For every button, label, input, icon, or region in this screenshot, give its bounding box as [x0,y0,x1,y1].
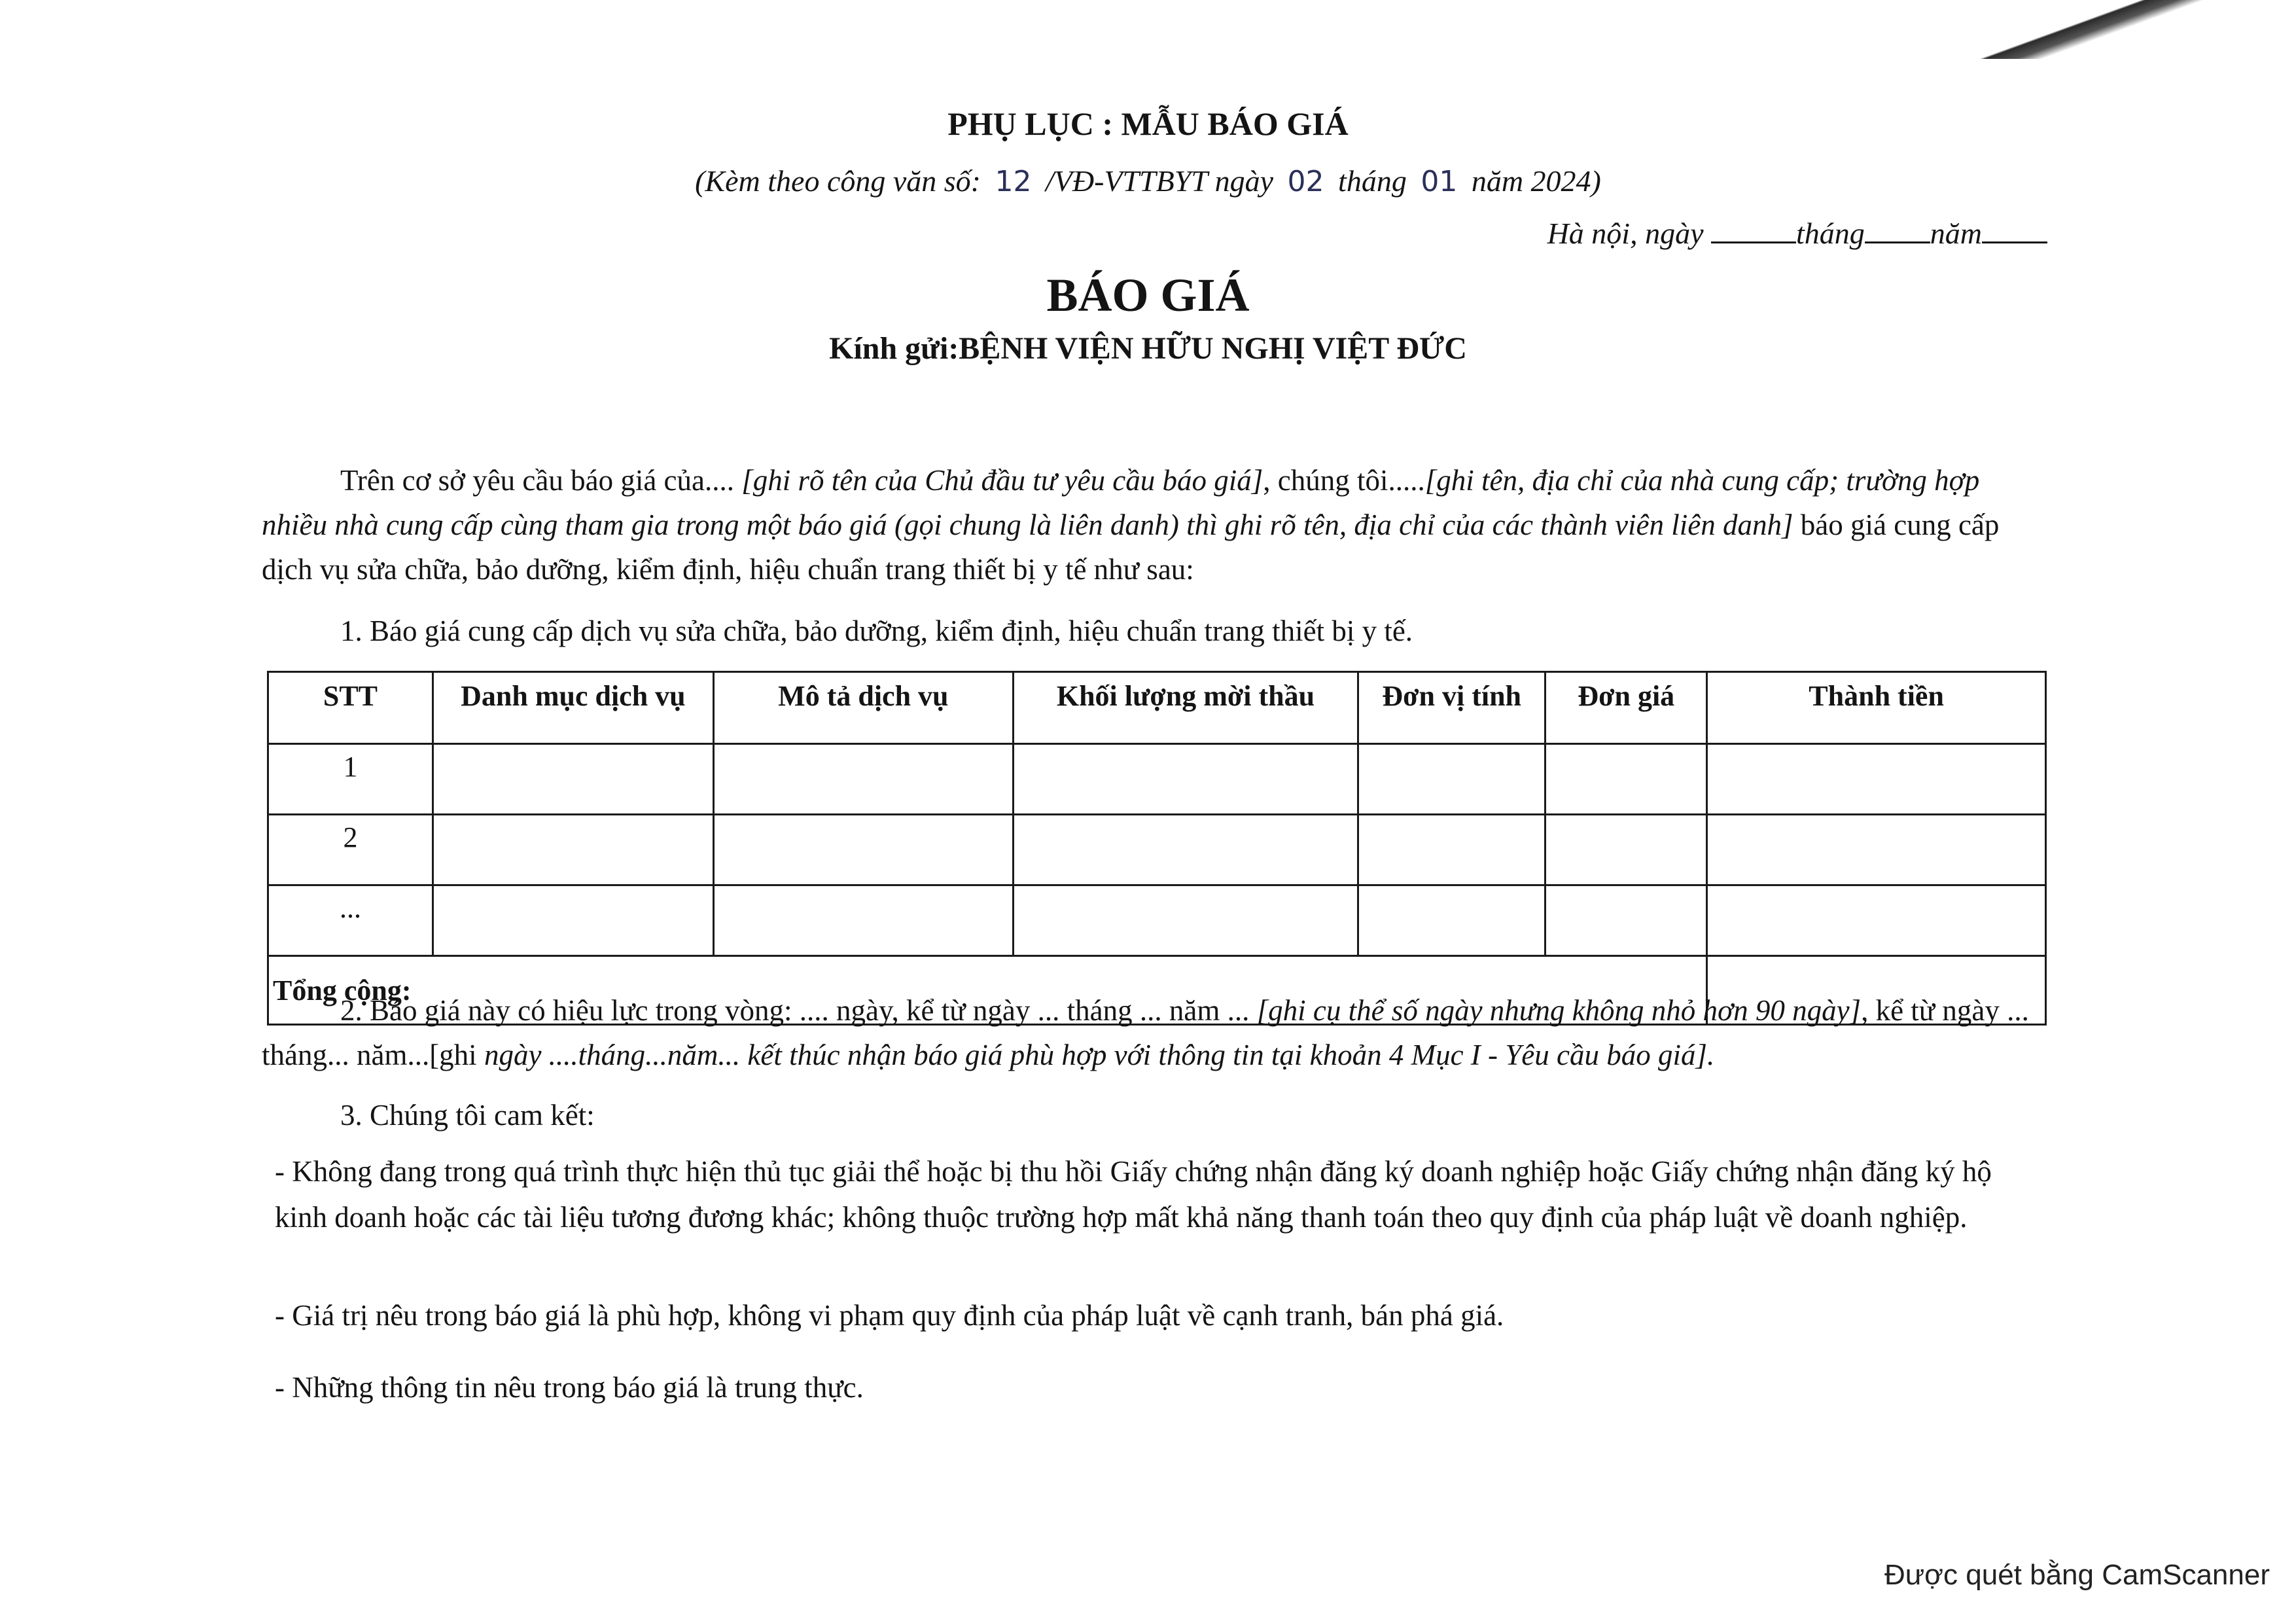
col-stt: STT [268,672,433,744]
intro-italic-2: [ghi tên, địa chỉ của nhà cung cấp; trường hợp nhiều nhà cung cấp cùng tham gia trong một báo giá (gọi chung là liên danh) thì ghi rõ tên, địa chỉ của các thành viên liên danh] [262,464,1980,541]
table-row [268,885,2046,956]
table-cell [1013,815,1358,885]
table-cell [713,744,1013,815]
row-number: 2 [268,815,433,885]
table-cell [1545,744,1707,815]
reference-line [0,164,2296,198]
ref-day-handwritten: 02 [1287,165,1324,198]
quote-table [267,671,2047,1026]
commitment-item: - Những thông tin nêu trong báo giá là trung thực. [275,1371,864,1404]
col-unit: Đơn vị tính [1358,672,1545,744]
ref-month-label: tháng [1338,164,1407,198]
col-service-list: Danh mục dịch vụ [433,672,713,744]
intro-text-1: Trên cơ sở yêu cầu báo giá của.... [340,464,735,497]
validity-text-1: 2. Báo giá này có hiệu lực trong vòng: .... ngày, kể từ ngày ... tháng ... năm ... [340,994,1257,1027]
table-cell [1545,815,1707,885]
scan-corner-shadow [1930,0,2296,59]
place-month: tháng [1795,217,1865,250]
col-unit-price: Đơn giá [1545,672,1707,744]
col-amount: Thành tiền [1707,672,2046,744]
place-year: năm [1930,217,1982,250]
total-label: Tổng cộng: [268,956,1707,1025]
ref-suffix: năm 2024) [1471,164,1601,198]
table-cell [433,885,713,956]
table-cell [1707,885,2046,956]
section-2-validity [262,988,2035,1077]
year-blank [1982,217,2047,243]
intro-italic-1: [ghi rõ tên của Chủ đầu tư yêu cầu báo giá] [741,464,1263,497]
ref-month-handwritten: 01 [1421,165,1458,198]
table-cell [433,815,713,885]
table-header-row [268,672,2046,744]
intro-text-2: , chúng tôi..... [1263,464,1425,497]
table-cell [1013,885,1358,956]
table-cell [1358,885,1545,956]
table-cell [1707,815,2046,885]
table-cell [713,885,1013,956]
commitment-item: - Không đang trong quá trình thực hiện thủ tục giải thể hoặc bị thu hồi Giấy chứng nhận đăng ký doanh nghiệp hoặc Giấy chứng nhận đăng ký hộ kinh doanh hoặc các tài liệu tương đương khác; không thuộc trường hợp mất khả năng thanh toán theo quy định của pháp luật về doanh nghiệp. [275,1155,1992,1234]
table-cell [1358,815,1545,885]
ref-number-handwritten: 12 [995,165,1032,198]
day-blank [1711,217,1796,243]
table-cell [433,744,713,815]
month-blank [1865,217,1930,243]
table-cell [1707,744,2046,815]
validity-italic-1: [ghi cụ thể số ngày nhưng không nhỏ hơn 90 ngày] [1256,994,1862,1027]
section-3-heading: 3. Chúng tôi cam kết: [340,1099,595,1132]
place-prefix: Hà nội, ngày [1547,217,1704,250]
section-1-heading: 1. Báo giá cung cấp dịch vụ sửa chữa, bảo dưỡng, kiểm định, hiệu chuẩn trang thiết bị y tế. [340,615,1413,647]
col-service-description: Mô tả dịch vụ [713,672,1013,744]
ref-prefix: (Kèm theo công văn số: [695,164,981,198]
table-cell [1013,744,1358,815]
validity-text-2: , kể từ ngày ... tháng... năm...[ghi [262,994,2029,1071]
recipient: Kính gửi:BỆNH VIỆN HỮU NGHỊ VIỆT ĐỨC [829,331,1467,366]
commitment-item: - Giá trị nêu trong báo giá là phù hợp, không vi phạm quy định của pháp luật về cạnh tranh, bán phá giá. [275,1299,1504,1332]
table-cell [1545,885,1707,956]
document-title: BÁO GIÁ [1046,269,1250,321]
table-row [268,815,2046,885]
table-row [268,744,2046,815]
place-date-line [1547,216,2047,251]
table-cell [1358,744,1545,815]
intro-paragraph [262,458,2035,592]
appendix-title: PHỤ LỤC : MẪU BÁO GIÁ [947,105,1349,142]
col-bid-quantity: Khối lượng mời thầu [1013,672,1358,744]
validity-italic-2: ngày ....tháng...năm... kết thúc nhận báo giá phù hợp với thông tin tại khoản 4 Mục I - Yêu cầu báo giá]. [484,1039,1715,1071]
ref-middle: /VĐ-VTTBYT ngày [1046,164,1274,198]
table-cell [713,815,1013,885]
camscanner-watermark: Được quét bằng CamScanner [1884,1559,2270,1591]
row-number: ... [268,885,433,956]
intro-text-3: báo giá cung cấp dịch vụ sửa chữa, bảo dưỡng, kiểm định, hiệu chuẩn trang thiết bị y tế như sau: [262,508,2000,586]
row-number: 1 [268,744,433,815]
